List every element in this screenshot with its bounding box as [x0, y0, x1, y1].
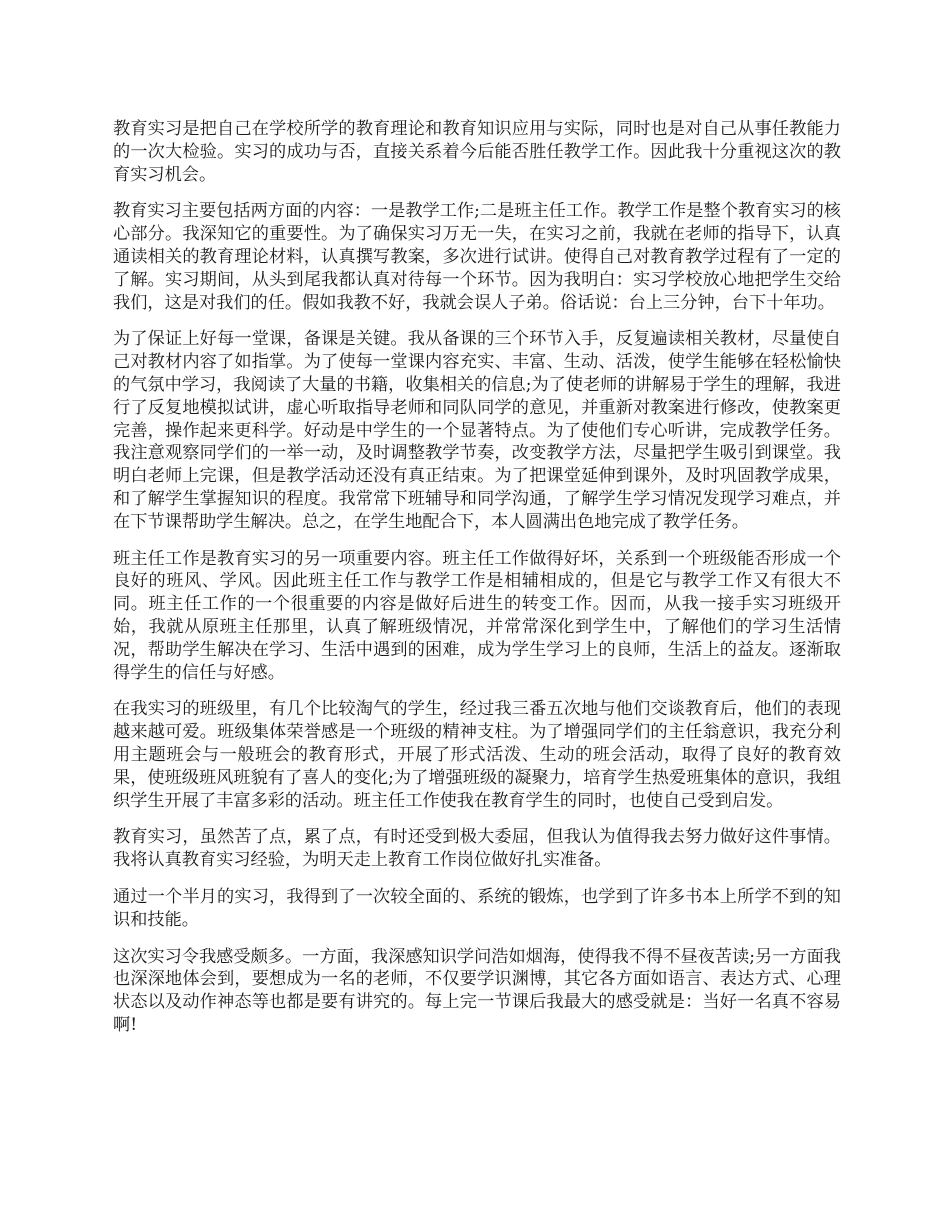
paragraph-3: 为了保证上好每一堂课，备课是关键。我从备课的三个环节入手，反复遍读相关教材，尽量使自己对教材内容了如指掌。为了使每一堂课内容充实、丰富、生动、活泼，使学生能够在轻松愉快的气氛中学习，我阅读了大量的书籍，收集相关的信息;为了使老师的讲解易于学生的理解，我进行了反复地模拟试讲，虚心听取指导老师和同队同学的意见，并重新对教案进行修改，使教案更完善，操作起来更科学。好动是中学生的一个显著特点。为了使他们专心听讲，完成教学任务。我注意观察同学们的一举一动，及时调整教学节奏，改变教学方法，尽量把学生吸引到课堂。我明白老师上完课，但是教学活动还没有真正结束。为了把课堂延伸到课外，及时巩固教学成果，和了解学生掌握知识的程度。我常常下班辅导和同学沟通，了解学生学习情况发现学习难点，并在下节课帮助学生解决。总之，在学生地配合下，本人圆满出色地完成了教学任务。 [113, 329, 841, 532]
document-body [113, 118, 841, 1051]
paragraph-7: 通过一个半月的实习，我得到了一次较全面的、系统的锻炼，也学到了许多书本上所学不到的知识和技能。 [113, 886, 841, 930]
paragraph-1: 教育实习是把自己在学校所学的教育理论和教育知识应用与实际，同时也是对自己从事任教能力的一次大检验。实习的成功与否，直接关系着今后能否胜任教学工作。因此我十分重视这次的教育实习机会。 [113, 119, 841, 185]
paragraph-5: 在我实习的班级里，有几个比较淘气的学生，经过我三番五次地与他们交谈教育后，他们的表现越来越可爱。班级集体荣誉感是一个班级的精神支柱。为了增强同学们的主任翁意识，我充分利用主题班会与一般班会的教育形式，开展了形式活泼、生动的班会活动，取得了良好的教育效果，使班级班风班貌有了喜人的变化;为了增强班级的凝聚力，培育学生热爱班集体的意识，我组织学生开展了丰富多彩的活动。班主任工作使我在教育学生的同时，也使自己受到启发。 [113, 699, 841, 811]
paragraph-8: 这次实习令我感受颇多。一方面，我深感知识学问浩如烟海，使得我不得不昼夜苦读;另一方面我也深深地体会到，要想成为一名的老师，不仅要学识渊博，其它各方面如语言、表达方式、心理状态以及动作神态等也都是要有讲究的。每上完一节课后我最大的感受就是：当好一名真不容易啊! [113, 946, 841, 1035]
paragraph-4: 班主任工作是教育实习的另一项重要内容。班主任工作做得好坏，关系到一个班级能否形成一个良好的班风、学风。因此班主任工作与教学工作是相辅相成的，但是它与教学工作又有很大不同。班主任工作的一个很重要的内容是做好后进生的转变工作。因而，从我一接手实习班级开始，我就从原班主任那里，认真了解班级情况，并常常深化到学生中，了解他们的学习生活情况，帮助学生解决在学习、生活中遇到的困难，成为学生学习上的良师，生活上的益友。逐渐取得学生的信任与好感。 [113, 548, 841, 683]
paragraph-6: 教育实习，虽然苦了点，累了点，有时还受到极大委屈，但我认为值得我去努力做好这件事情。我将认真教育实习经验，为明天走上教育工作岗位做好扎实准备。 [113, 827, 841, 871]
paragraph-2: 教育实习主要包括两方面的内容：一是教学工作;二是班主任工作。教学工作是整个教育实习的核心部分。我深知它的重要性。为了确保实习万无一失，在实习之前，我就在老师的指导下，认真通读相关的教育理论材料，认真撰写教案，多次进行试讲。使得自己对教育教学过程有了一定的了解。实习期间，从头到尾我都认真对待每一个环节。因为我明白：实习学校放心地把学生交给我们，这是对我们的任。假如我教不好，我就会误人子弟。俗话说：台上三分钟，台下十年功。 [113, 201, 841, 313]
